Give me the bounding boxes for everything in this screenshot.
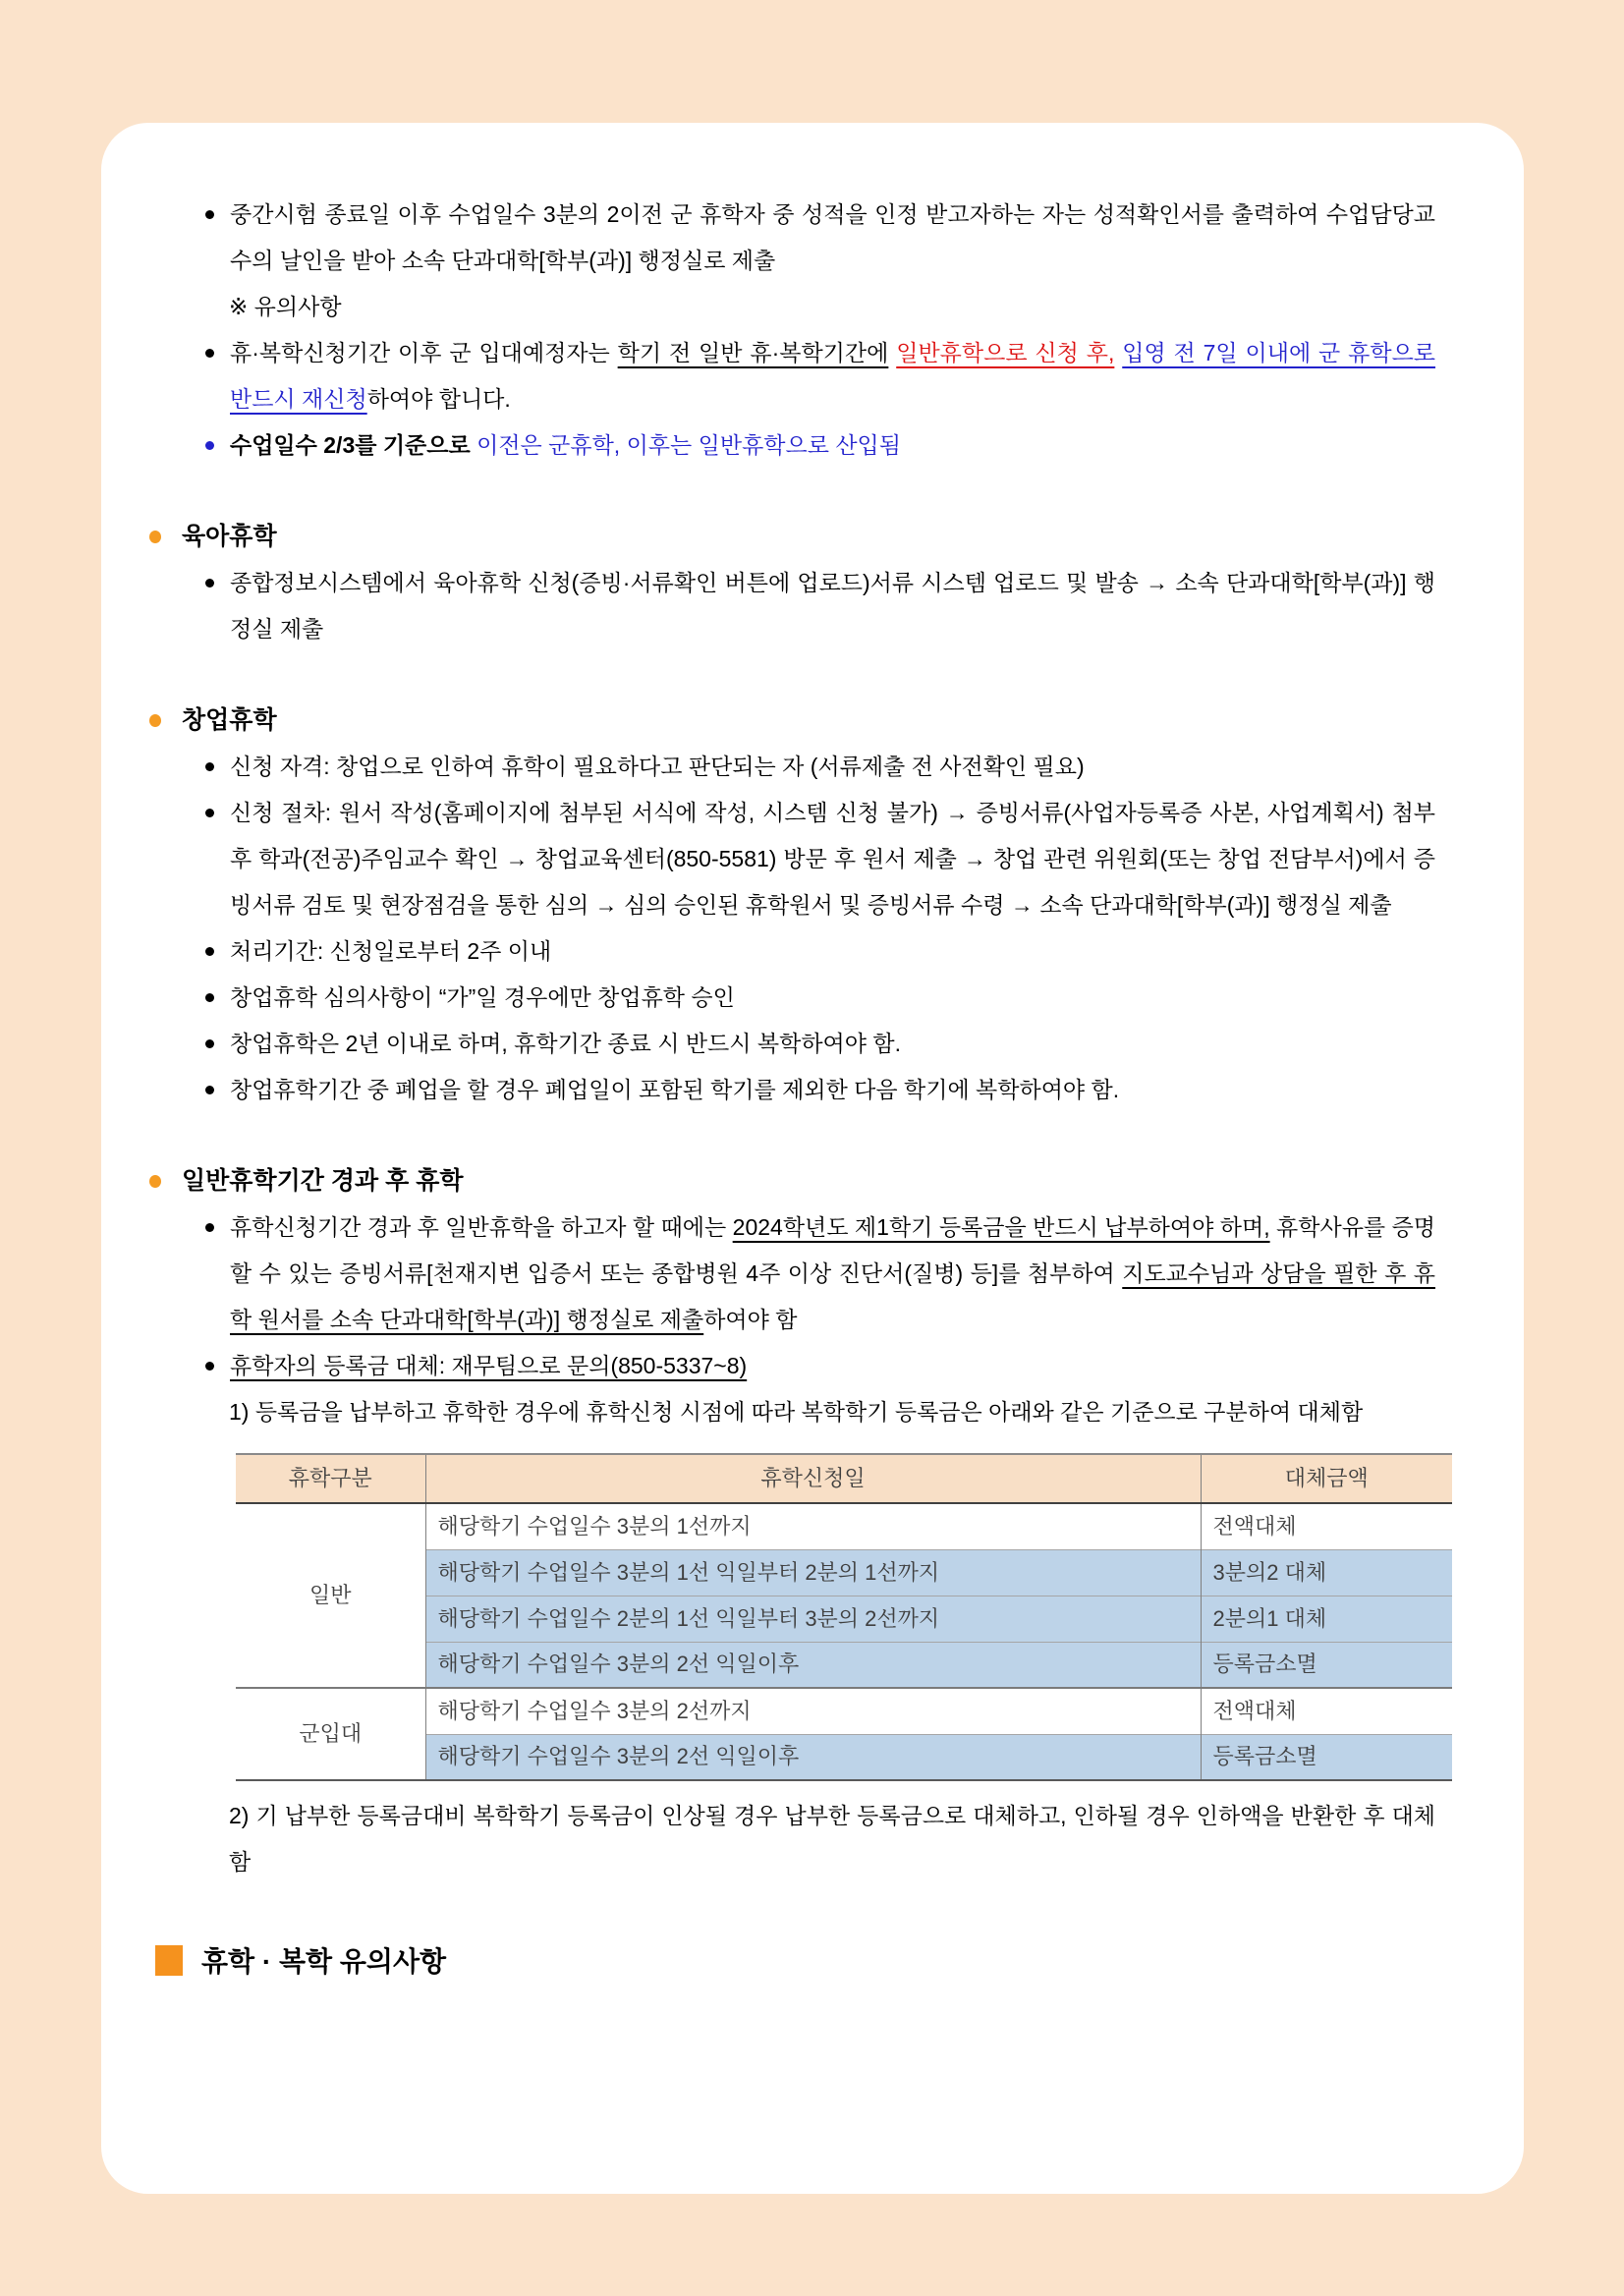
section-heading — [149, 698, 1435, 744]
bullet-item — [204, 928, 1435, 975]
substitution-amount-cell: 등록금소멸 — [1201, 1734, 1452, 1780]
text-run: 하여야 함 — [703, 1307, 798, 1332]
section-heading — [149, 514, 1435, 560]
orange-dot-icon — [149, 1175, 161, 1188]
bullet-text — [230, 1204, 1435, 1343]
bullet-text — [230, 192, 1435, 284]
bullet-item — [204, 192, 1435, 284]
bullet-text — [230, 422, 1435, 469]
orange-dot-icon — [149, 531, 161, 543]
bullet-item — [204, 790, 1435, 928]
table-header-cell: 대체금액 — [1201, 1454, 1452, 1503]
text-run: 창업휴학은 2년 이내로 하며, 휴학기간 종료 시 반드시 복학하여야 함. — [230, 1031, 901, 1056]
bullet-dot-icon — [205, 1223, 214, 1232]
substitution-amount-cell: 전액대체 — [1201, 1688, 1452, 1734]
application-date-cell: 해당학기 수업일수 3분의 2선까지 — [425, 1688, 1201, 1734]
table-row — [236, 1503, 1452, 1549]
text-run: 휴학신청기간 경과 후 일반휴학을 하고자 할 때에는 — [230, 1214, 733, 1240]
substitution-amount-cell: 3분의2 대체 — [1201, 1549, 1452, 1596]
bullet-item — [204, 560, 1435, 652]
substitution-amount-cell: 등록금소멸 — [1201, 1642, 1452, 1688]
bullet-dot-icon — [205, 1086, 214, 1094]
orange-square-bullet — [155, 1945, 183, 1976]
bullet-item — [204, 422, 1435, 469]
bullet-dot-icon — [205, 947, 214, 956]
bullet-dot-icon — [205, 349, 214, 358]
text-run: 처리기간: 신청일로부터 2주 이내 — [230, 938, 552, 964]
text-run: 입영 전 7일 이내에 군 휴학으로 반드시 재신청 — [230, 340, 1436, 412]
text-run: 휴학사유를 증명할 수 있는 증빙서류[천재지변 입증서 또는 종합병원 4주 이상 진단서(질병) 등]를 첨부하여 — [230, 1214, 1436, 1286]
bullet-item — [204, 1021, 1435, 1067]
table-header-cell: 휴학신청일 — [425, 1454, 1201, 1503]
table-header-cell: 휴학구분 — [236, 1454, 425, 1503]
text-run: 중간시험 종료일 이후 수업일수 3분의 2이전 군 휴학자 중 성적을 인정 받고자하는 자는 성적확인서를 출력하여 수업담당교수의 날인을 받아 소속 단과대학[학부(과)] 행정실로 제출 — [230, 201, 1435, 273]
text-run: 2) 기 납부한 등록금대비 복학학기 등록금이 인상될 경우 납부한 등록금으로 대체하고, 인하될 경우 인하액을 반환한 후 대체함 — [229, 1803, 1435, 1875]
tuition-substitution-table — [236, 1453, 1452, 1781]
substitution-amount-cell: 2분의1 대체 — [1201, 1596, 1452, 1642]
section-heading — [149, 1158, 1435, 1204]
bullet-text — [230, 1067, 1435, 1113]
text-run: 종합정보시스템에서 육아휴학 신청(증빙·서류확인 버튼에 업로드)서류 시스템 업로드 및 발송 → 소속 단과대학[학부(과)] 행정실 제출 — [230, 570, 1435, 642]
bullet-text — [230, 330, 1435, 422]
bullet-text — [230, 1021, 1435, 1067]
bullet-item — [204, 1067, 1435, 1113]
bullet-dot-icon — [205, 993, 214, 1002]
section-heading-label: 육아휴학 — [182, 523, 277, 550]
bullet-item — [204, 1204, 1435, 1343]
bullet-item — [204, 744, 1435, 790]
bullet-item — [204, 330, 1435, 422]
section-heading-label: 일반휴학기간 경과 후 휴학 — [182, 1167, 464, 1195]
section-heading-label: 창업휴학 — [182, 706, 277, 734]
bullet-text — [230, 975, 1435, 1021]
text-run: 신청 자격: 창업으로 인하여 휴학이 필요하다고 판단되는 자 (서류제출 전 사전확인 필요) — [230, 754, 1085, 779]
text-run: 이전은 군휴학, 이후는 일반휴학으로 산입됨 — [476, 432, 901, 458]
bullet-dot-icon — [205, 762, 214, 771]
numbered-item — [204, 1389, 1435, 1435]
bullet-dot-icon — [205, 1039, 214, 1048]
text-run: 창업휴학기간 중 폐업을 할 경우 폐업일이 포함된 학기를 제외한 다음 학기에 복학하여야 함. — [230, 1077, 1120, 1102]
bullet-dot-icon — [205, 441, 214, 450]
bullet-item — [204, 975, 1435, 1021]
bullet-dot-icon — [205, 579, 214, 588]
text-run: 학기 전 일반 휴·복학기간에 — [617, 340, 889, 365]
text-run: 지도교수님과 상담을 필한 후 휴학 원서를 소속 단과대학[학부(과)] 행정실로 제출 — [230, 1260, 1435, 1332]
orange-dot-icon — [149, 714, 161, 727]
document-content — [182, 192, 1436, 1885]
numbered-item — [204, 1793, 1435, 1885]
table-header-row — [236, 1454, 1452, 1503]
text-run: 2024학년도 제1학기 등록금을 반드시 납부하여야 하며, — [732, 1214, 1270, 1240]
tuition-substitution-table-wrap — [236, 1453, 1435, 1781]
substitution-amount-cell: 전액대체 — [1212, 1513, 1297, 1539]
bullet-dot-icon — [205, 809, 214, 817]
leave-type-cell: 일반 — [236, 1503, 425, 1688]
note-line — [204, 284, 1435, 330]
bullet-text — [230, 790, 1435, 928]
text-run: 창업휴학 심의사항이 “가”일 경우에만 창업휴학 승인 — [230, 984, 735, 1010]
bullet-text — [230, 1343, 1435, 1389]
footer-section-heading — [155, 1940, 1435, 1980]
application-date-cell: 해당학기 수업일수 3분의 2선 익일이후 — [425, 1734, 1201, 1780]
document-card — [101, 123, 1524, 2194]
text-run: 휴학자의 등록금 대체: 재무팀으로 문의(850-5337~8) — [230, 1353, 748, 1378]
text-run: 1) 등록금을 납부하고 휴학한 경우에 휴학신청 시점에 따라 복학학기 등록금은 아래와 같은 기준으로 구분하여 대체함 — [229, 1399, 1364, 1425]
bullet-text — [230, 560, 1435, 652]
application-date-cell: 해당학기 수업일수 3분의 2선 익일이후 — [425, 1642, 1201, 1688]
text-run: ※ 유의사항 — [229, 294, 342, 319]
text-run: 휴·복학신청기간 이후 군 입대예정자는 — [230, 340, 618, 365]
bullet-text — [230, 744, 1435, 790]
footer-heading-label: 휴학 · 복학 유의사항 — [201, 1946, 447, 1977]
application-date-cell: 해당학기 수업일수 2분의 1선 익일부터 3분의 2선까지 — [425, 1596, 1201, 1642]
text-run: 일반휴학으로 신청 후, — [896, 340, 1115, 365]
leave-type-cell: 군입대 — [236, 1688, 425, 1780]
bullet-item — [204, 1343, 1435, 1389]
application-date-cell: 해당학기 수업일수 3분의 1선까지 — [425, 1503, 1201, 1549]
application-date-cell: 해당학기 수업일수 3분의 1선 익일부터 2분의 1선까지 — [425, 1549, 1201, 1596]
table-row — [236, 1688, 1452, 1734]
bullet-text — [230, 928, 1435, 975]
bullet-dot-icon — [205, 210, 214, 219]
text-run: 신청 절차: 원서 작성(홈페이지에 첨부된 서식에 작성, 시스템 신청 불가) → 증빙서류(사업자등록증 사본, 사업계획서) 첨부 후 학과(전공)주임교수 확인 → 창업교육센터(850-5581) 방문 후 원서 제출 → 창업 관련 위원회(또는 창업 전담부서)에서 증빙서류 검토 및 현장점검을 통한 심의 → 심의 승인된 휴학원서 및 증빙서류 수령 → 소속 단과대학[학부(과)] 행정실 제출 — [230, 800, 1435, 918]
text-run: 하여야 합니다. — [366, 386, 511, 412]
text-run: 수업일수 2/3를 기준으로 — [230, 432, 471, 458]
bullet-dot-icon — [205, 1362, 214, 1371]
